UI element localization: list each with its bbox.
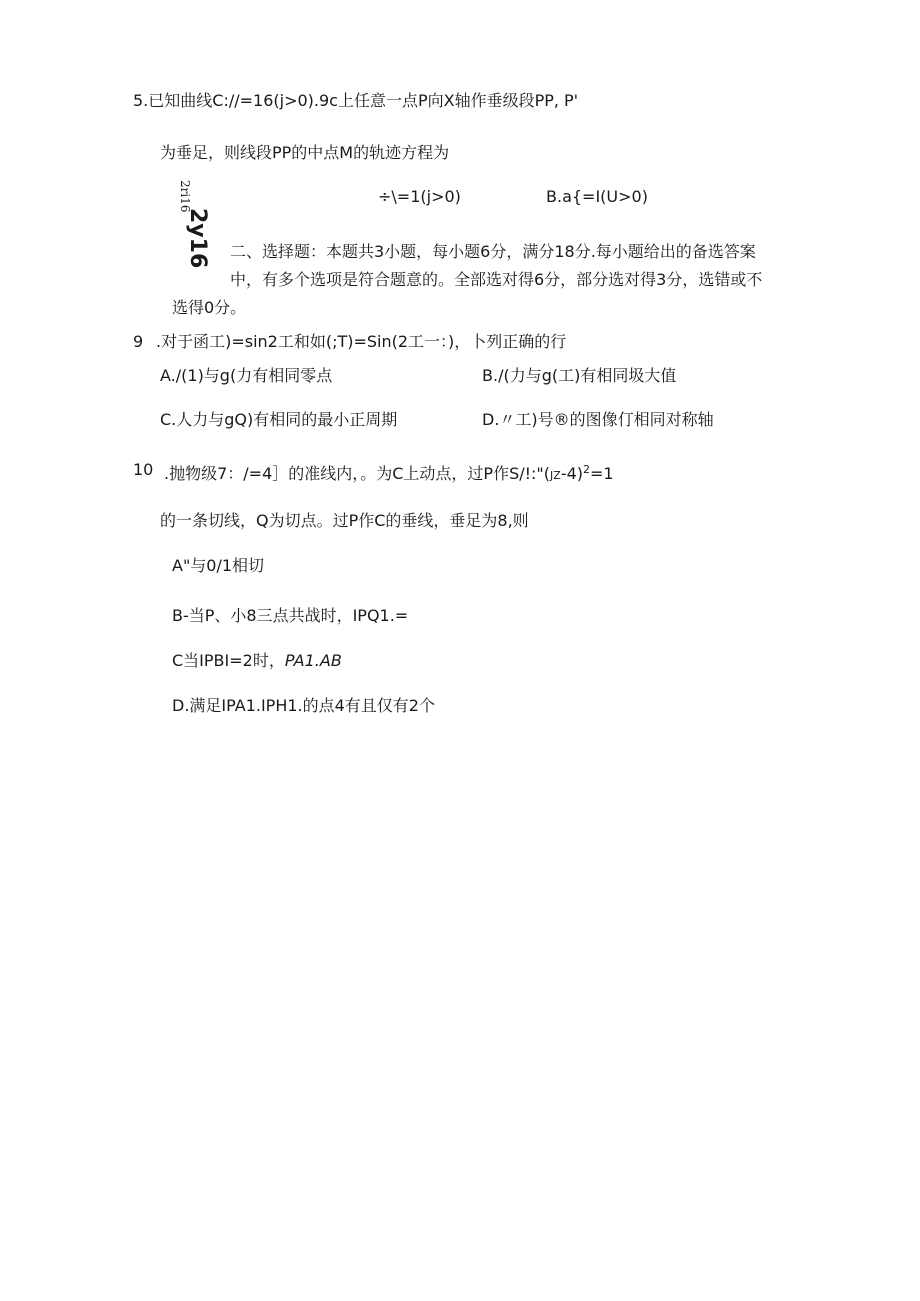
q10-option-c-prefix: C当IPBI=2时， bbox=[172, 651, 285, 670]
section2-line1: 二、选择题：本题共3小题，每小题6分，满分18分.每小题给出的备选答案 bbox=[230, 242, 756, 261]
vertical-text bbox=[180, 180, 212, 270]
q5-option-b: B.a{=I(U>0) bbox=[546, 187, 648, 206]
q5-line2: 为垂足，则线段PP的中点M的轨迹方程为 bbox=[160, 143, 450, 162]
q9-option-a: A./(1)与g(力有相同零点 bbox=[160, 366, 333, 385]
q9-option-c: C.人力与gQ)有相同的最小正周期 bbox=[160, 410, 398, 429]
q10-stem-sub: JZ bbox=[550, 469, 561, 482]
q9-stem: .对于函工)=sin2工和如(;T)=Sin(2工一：)，卜列正确的行 bbox=[156, 332, 567, 351]
q10-line2: 的一条切线，Q为切点。过P作C的垂线，垂足为8,则 bbox=[160, 511, 529, 530]
q10-option-b: B-当P、小8三点共战时，IPQ1.= bbox=[172, 606, 409, 625]
q10-stem-part2: -4) bbox=[560, 464, 584, 483]
q10-option-c bbox=[172, 650, 342, 672]
q10-stem-part3: =1 bbox=[590, 464, 614, 483]
q10-stem-part1: .抛物级7：/=4］的准线内，。为C上动点，过P作S/!:"( bbox=[164, 464, 551, 483]
vertical-small-text: 2ri16 bbox=[178, 180, 192, 213]
q5-option-a: ÷\=1(j>0) bbox=[378, 187, 461, 206]
q10-stem bbox=[164, 459, 614, 487]
q9-number: 9 bbox=[133, 332, 144, 351]
q5-line1: 5.已知曲线C://=16(j>0).9c上任意一点P向X轴作垂级段PP, P' bbox=[133, 91, 579, 110]
q9-option-b: B./(力与g(工)有相同圾大值 bbox=[482, 366, 677, 385]
vertical-big-text: 2y16 bbox=[185, 208, 210, 269]
q10-option-c-italic: PA1.AB bbox=[284, 651, 342, 670]
q10-option-d: D.满足IPA1.IPH1.的点4有且仅有2个 bbox=[172, 696, 435, 715]
section2-line2: 中，有多个选项是符合题意的。全部选对得6分，部分选对得3分，选错或不 bbox=[230, 270, 763, 289]
q9-option-d: D.〃工)号®的图像仃相同对称轴 bbox=[482, 410, 714, 429]
section2-line3: 选得0分。 bbox=[172, 298, 247, 317]
q10-stem-sup: 2 bbox=[583, 463, 591, 476]
q10-number: 10 bbox=[133, 460, 154, 479]
q10-option-a: A"与0/1相切 bbox=[172, 556, 265, 575]
